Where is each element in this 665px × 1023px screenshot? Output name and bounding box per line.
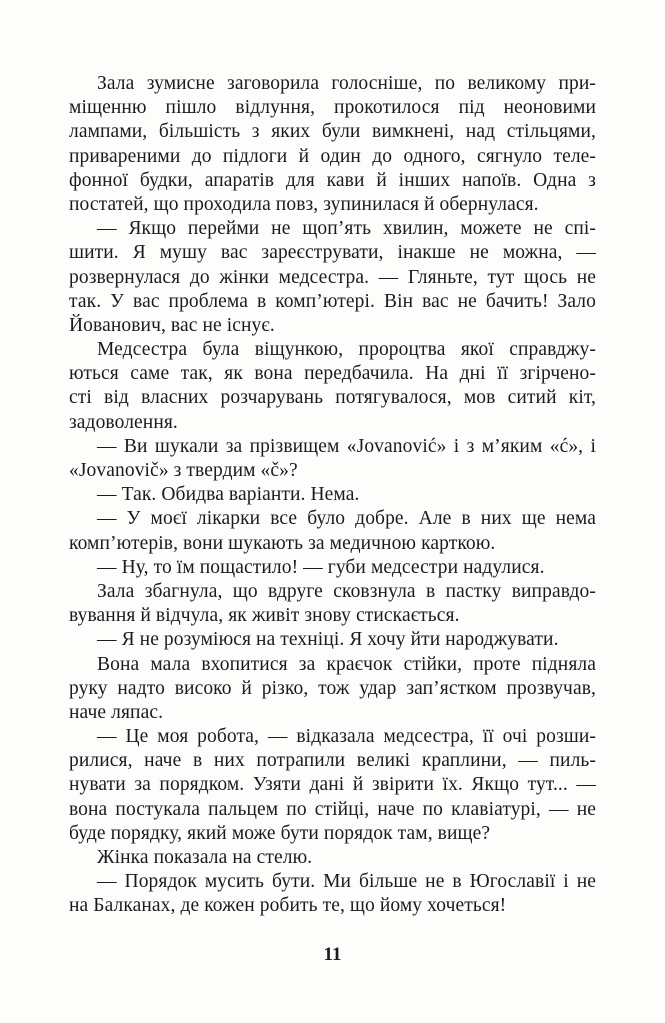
text-line: міщенню пішло відлуння, прокотилося під неоновими: [69, 97, 596, 119]
text-line: ються саме так, як вона передбачила. На дні її згірчено-: [69, 363, 596, 385]
text-line: рилися, наче в них потрапили великі краплини, — пиль-: [69, 750, 596, 772]
text-line: Вона мала вхопитися за краєчок стійки, проте підняла: [97, 653, 596, 675]
text-line: — Ну, то їм пощастило! — губи медсестри надулися.: [97, 556, 545, 578]
paragraph: [69, 435, 596, 483]
text-line: комп’ютерів, вони шукають за медичною карткою.: [69, 532, 496, 554]
paragraph: [69, 556, 596, 580]
text-line: буде порядку, який може бути порядок там, вище?: [69, 822, 491, 844]
text-line: розвернулася до жінки медсестра. — Гляньте, тут щось не: [69, 266, 596, 288]
page-number: 11: [323, 944, 342, 965]
text-line: вування й відчула, як живіт знову стискається.: [69, 605, 460, 627]
text-line: так. У вас проблема в комп’ютері. Він вас не бачить! Зало: [69, 290, 596, 312]
text-line: фонної будки, апаратів для кави й інших напоїв. Одна з: [69, 169, 596, 191]
paragraph: [69, 507, 596, 555]
text-line: нувати за порядком. Узяти дані й звірити їх. Якщо тут... —: [69, 774, 596, 796]
text-line: — Ви шукали за прізвищем «Jovanović» і з м’яким «ć», і: [97, 435, 596, 457]
paragraph: [69, 653, 596, 726]
text-line: лампами, більшість з яких були вимкнені, над стільцями,: [69, 121, 596, 143]
text-line: вона постукала пальцем по стійці, наче по клавіатурі, — не: [69, 798, 596, 820]
paragraph: [69, 483, 596, 507]
paragraph: [69, 846, 596, 870]
paragraph: [69, 217, 596, 338]
page-text: [69, 72, 596, 919]
text-line: — Це моя робота, — відказала медсестра, її очі розши-: [97, 726, 596, 748]
text-line: Зала зумисне заговорила голосніше, по великому при-: [97, 73, 596, 94]
text-line: — Так. Обидва варіанти. Нема.: [97, 484, 360, 506]
text-line: привареними до підлоги й один до одного, сягнуло теле-: [69, 145, 596, 167]
text-line: Зала збагнула, що вдруге сковзнула в пастку виправдо-: [97, 580, 596, 602]
text-line: задоволення.: [69, 411, 178, 433]
paragraph: [69, 870, 596, 918]
text-line: — Порядок мусить бути. Ми більше не в Югославії і не: [97, 871, 596, 893]
paragraph: [69, 338, 596, 435]
text-line: сті від власних розчарувань потягувалося, мов ситий кіт,: [69, 387, 596, 409]
text-line: Жінка показала на стелю.: [97, 847, 313, 868]
text-line: шити. Я мушу вас зареєструвати, інакше не можна, —: [69, 242, 596, 264]
paragraph: [69, 628, 596, 652]
paragraph: [69, 725, 596, 846]
paragraph: [69, 580, 596, 628]
text-line: «Jovanovič» з твердим «č»?: [69, 460, 298, 481]
paragraph: [69, 72, 596, 217]
text-line: Медсестра була віщункою, пророцтва якої справджу-: [97, 339, 596, 361]
text-line: — У моєї лікарки все було добре. Але в них ще нема: [97, 508, 596, 530]
text-line: наче ляпас.: [69, 701, 164, 723]
text-line: — Я не розуміюся на техніці. Я хочу йти народжувати.: [97, 629, 559, 651]
text-line: постатей, що проходила повз, зупинилася й обернулася.: [69, 193, 539, 215]
text-line: — Якщо перейми не щоп’ять хвилин, можете не спі-: [97, 218, 596, 240]
text-line: Йованович, вас не існує.: [69, 314, 275, 336]
text-line: руку надто високо й різко, тож удар зап’ястком прозвучав,: [69, 677, 596, 699]
text-line: на Балканах, де кожен робить те, що йому хочеться!: [69, 895, 507, 917]
